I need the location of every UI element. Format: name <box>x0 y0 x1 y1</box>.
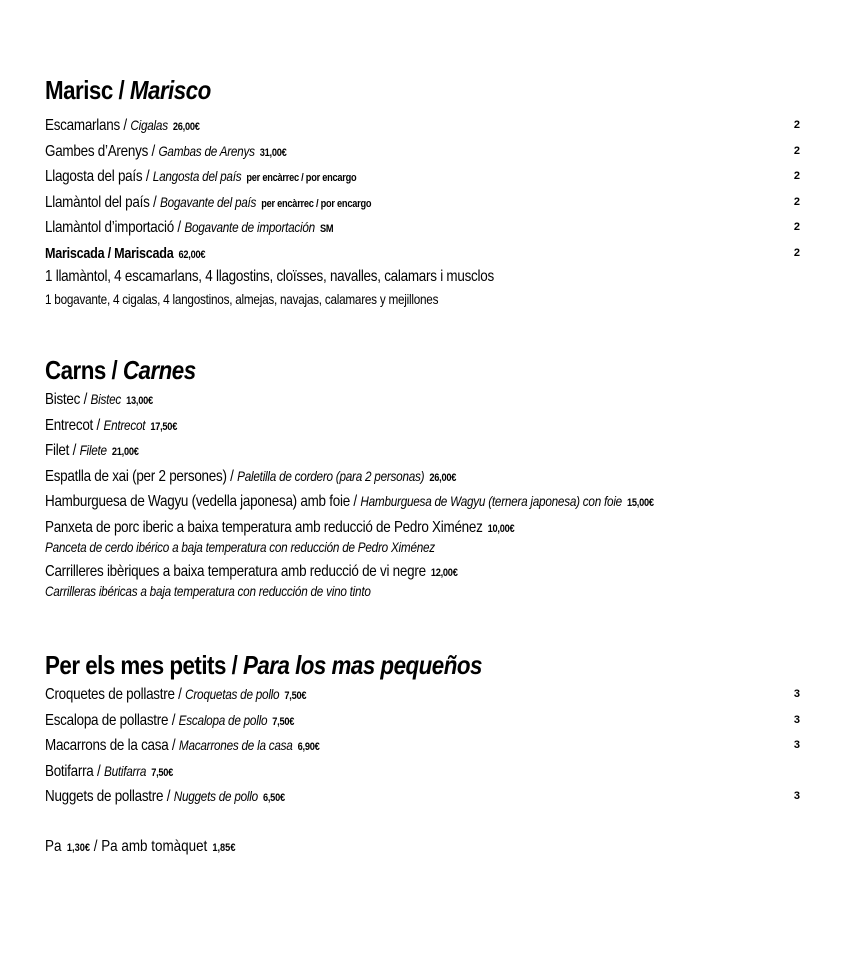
allergen-code: 2 <box>793 221 800 233</box>
allergen-code: 2 <box>793 170 800 182</box>
price: 31,00€ <box>259 146 287 159</box>
price: 21,00€ <box>111 446 139 458</box>
price: 7,50€ <box>272 715 295 728</box>
bread-label: Pa <box>45 838 62 855</box>
menu-item: Macarrons de la casa / Macarrones de la casa 6,90€ 3 <box>45 733 815 759</box>
price: 1,30€ <box>66 842 90 854</box>
section-petits <box>45 650 815 810</box>
menu-item: Gambes d’Arenys / Gambas de Arenys 31,00€ 2 <box>45 139 815 165</box>
bread-line: Pa 1,30€ / Pa amb tomàquet 1,85€ <box>45 838 236 855</box>
menu-item: Croquetes de pollastre / Croquetas de pollo 7,50€ 3 <box>45 682 815 708</box>
menu-item: Espatlla de xai (per 2 persones) / Paletilla de cordero (para 2 personas) 26,00€ <box>45 467 457 485</box>
item-description-es: 1 bogavante, 4 cigalas, 4 langostinos, almejas, navajas, calamares y mejillones <box>45 291 439 307</box>
menu-item: Entrecot / Entrecot 17,50€ <box>45 416 178 434</box>
menu-item: Escamarlans / Cigalas 26,00€ 2 <box>45 113 815 139</box>
allergen-code: 3 <box>793 739 800 751</box>
title-ca: Carns / <box>45 355 123 385</box>
menu-item: Bistec / Bistec 13,00€ <box>45 391 153 408</box>
note: per encàrrec / por encargo <box>261 197 372 210</box>
menu-item: Mariscada / Mariscada 62,00€ 2 <box>45 241 815 267</box>
menu-item: Panxeta de porc iberic a baixa temperatura amb reducció de Pedro Ximénez 10,00€ <box>45 518 515 536</box>
price: 7,50€ <box>284 690 307 702</box>
allergen-code: 3 <box>793 790 800 802</box>
menu-item: Escalopa de pollastre / Escalopa de pollo 7,50€ 3 <box>45 708 815 734</box>
menu-item: Llamàntol del país / Bogavante del país per encàrrec / por encargo 2 <box>45 190 815 216</box>
price: 17,50€ <box>150 420 178 433</box>
allergen-code: 2 <box>793 246 800 259</box>
price: 6,90€ <box>297 741 320 753</box>
item-description-ca: 1 llamàntol, 4 escamarlans, 4 llagostins, cloïsses, navalles, calamars i musclos <box>45 268 494 285</box>
price: 12,00€ <box>430 566 458 579</box>
title-ca: Per els mes petits / <box>45 650 243 680</box>
title-es: Para los mas pequeños <box>242 650 482 680</box>
item-description-es: Panceta de cerdo ibérico a baja temperatura con reducción de Pedro Ximénez <box>45 538 435 555</box>
section-title <box>45 650 707 680</box>
menu-item: Nuggets de pollastre / Nuggets de pollo 6,50€ 3 <box>45 784 815 810</box>
price: 1,85€ <box>212 842 236 854</box>
allergen-code: 3 <box>793 713 800 726</box>
menu-item: Carrilleres ibèriques a baixa temperatura amb reducció de vi negre 12,00€ <box>45 562 458 580</box>
price: 26,00€ <box>172 121 200 133</box>
section-title <box>45 355 707 385</box>
title-ca: Marisc / <box>45 75 130 105</box>
allergen-code: 2 <box>793 144 800 157</box>
price: 6,50€ <box>262 792 285 804</box>
bread-tomato-label: Pa amb tomàquet <box>101 838 208 855</box>
price: 7,50€ <box>151 766 174 779</box>
price: 10,00€ <box>487 522 515 535</box>
item-description-es: Carrilleras ibéricas a baja temperatura con reducción de vino tinto <box>45 582 371 599</box>
title-es: Marisco <box>129 75 211 105</box>
price: 62,00€ <box>178 248 206 261</box>
menu-item: Filet / Filete 21,00€ <box>45 442 139 459</box>
menu-item: Botifarra / Butifarra 7,50€ <box>45 762 174 780</box>
price: 13,00€ <box>126 395 153 407</box>
allergen-code: 3 <box>793 688 800 700</box>
menu-item: Hamburguesa de Wagyu (vedella japonesa) amb foie / Hamburguesa de Wagyu (ternera japonesa) con foie 15,00€ <box>45 493 654 510</box>
title-es: Carnes <box>122 355 196 385</box>
note: SM <box>320 223 334 235</box>
note: per encàrrec / por encargo <box>246 172 357 184</box>
price: 26,00€ <box>429 471 457 484</box>
allergen-code: 2 <box>793 195 800 208</box>
price: 15,00€ <box>627 497 654 509</box>
section-marisc <box>45 75 815 310</box>
section-carns <box>45 355 815 603</box>
menu-item: Llagosta del país / Langosta del país per encàrrec / por encargo 2 <box>45 164 815 190</box>
menu-item: Llamàntol d’importació / Bogavante de importación SM 2 <box>45 215 815 241</box>
section-title <box>45 75 707 105</box>
allergen-code: 2 <box>793 119 800 131</box>
